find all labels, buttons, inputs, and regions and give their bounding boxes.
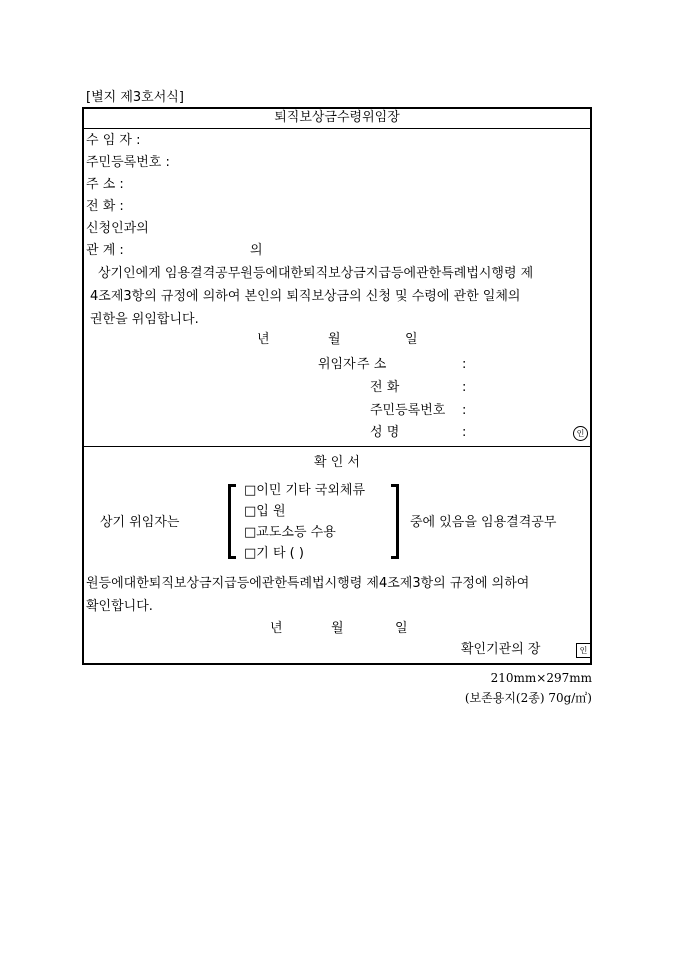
confirmation-text-line-2: 확인합니다. (86, 599, 153, 614)
grantor-address-label: 주 소 (357, 357, 387, 372)
grantor-rrn-colon: : (462, 403, 467, 418)
confirming-authority-label: 확인기관의 장 (461, 642, 541, 657)
authority-seal-mark: 인 (576, 643, 591, 658)
confirmation-trail: 중에 있음을 임용결격공무 (410, 515, 557, 530)
confirmation-title: 확 인 서 (314, 455, 360, 470)
date-year: 년 (257, 332, 270, 347)
body-line-1: 상기인에게 임용결격공무원등에대한퇴직보상금지급등에관한특례법시행령 제 (98, 266, 534, 281)
date-day: 일 (405, 332, 418, 347)
confirm-date-month: 월 (331, 621, 344, 636)
confirm-date-day: 일 (395, 621, 408, 636)
grantor-address-colon: : (462, 357, 467, 372)
option-other: □기 타 ( ) (244, 546, 304, 561)
confirmation-lead: 상기 위임자는 (100, 515, 180, 530)
body-line-2: 4조제3항의 규정에 의하여 본인의 퇴직보상금의 신청 및 수령에 관한 일체의 (90, 289, 521, 304)
grantee-relation-label-2: 관 계 : (86, 243, 124, 258)
grantor-seal-mark: 인 (573, 426, 588, 441)
paper-spec: (보존용지(2종) 70g/㎡) (464, 691, 592, 705)
grantor-name-colon: : (462, 425, 467, 440)
option-imprisoned: □교도소등 수용 (244, 525, 336, 540)
grantee-address-label: 주 소 : (86, 177, 124, 192)
options-right-bracket (391, 484, 399, 559)
options-left-bracket (228, 484, 236, 559)
confirm-date-year: 년 (270, 621, 283, 636)
section-divider (82, 446, 592, 447)
form-title: 퇴직보상금수령위임장 (274, 110, 400, 125)
confirmation-text-line-1: 원등에대한퇴직보상금지급등에관한특례법시행령 제4조제3항의 규정에 의하여 (86, 576, 530, 591)
grantor-phone-label: 전 화 (370, 380, 400, 395)
form-number-label: [별지 제3호서식] (86, 90, 184, 105)
grantor-phone-colon: : (462, 380, 467, 395)
grantor-rrn-label: 주민등록번호 (370, 403, 446, 418)
grantee-relation-suffix: 의 (250, 243, 263, 258)
option-emigration: □이민 기타 국외체류 (244, 483, 366, 498)
grantee-rrn-label: 주민등록번호 : (86, 155, 170, 170)
grantee-name-label: 수 임 자 : (86, 133, 141, 148)
grantor-label: 위임자 (318, 357, 356, 372)
date-month: 월 (328, 332, 341, 347)
grantor-name-label: 성 명 (370, 425, 400, 440)
grantee-phone-label: 전 화 : (86, 199, 124, 214)
grantee-relation-label-1: 신청인과의 (86, 221, 149, 236)
title-divider (82, 128, 592, 129)
body-line-3: 권한을 위임합니다. (90, 312, 199, 327)
paper-size: 210mm×297mm (490, 671, 592, 685)
option-hospitalized: □입 원 (244, 504, 286, 519)
